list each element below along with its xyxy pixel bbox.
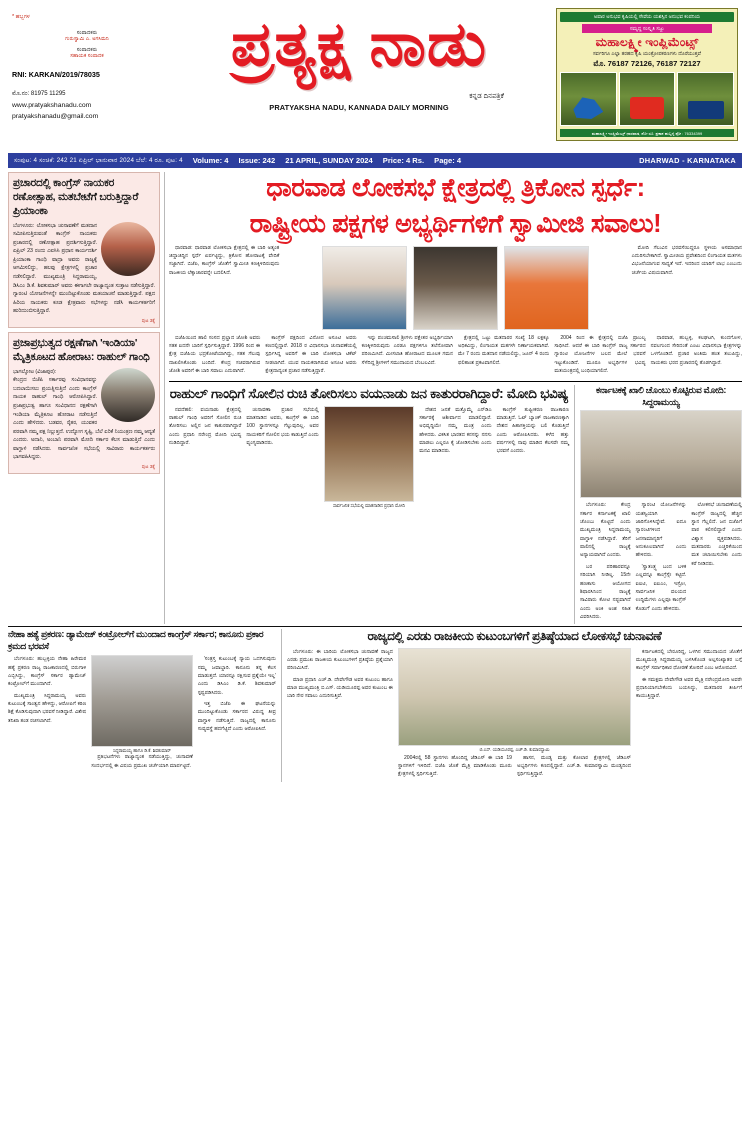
volume-kannada: ಸಂಪುಟ: 4 ಸಂಚಿಕೆ: 242 21 ಏಪ್ರಿಲ್ ಭಾನುವಾರ 2024 ಬೆಲೆ: 4 ರೂ. ಪುಟ: 4 [14,156,183,164]
lead-story[interactable] [169,172,742,378]
story-two-families[interactable] [287,629,742,781]
lead-col-7 [632,244,742,334]
rahul-photo-fill [101,368,155,422]
issue-price: Price: 4 Rs. [382,156,425,165]
wayanad-para-2: ಚುನಾವಣಾ ಪ್ರಚಾರ ಸಭೆಯಲ್ಲಿ ಮಾತನಾಡಿದ ಅವರು, ಕಾಂಗ್ರೆಸ್ ಈ ಬಾರಿ 100 ಸ್ಥಾನಗಳನ್ನೂ ಗೆಲ್ಲುವುದಿಲ್ಲ. ಅವರ ನಾಯಕರಿಗೆ ಸೋಲಿನ ಭಯ ಕಾಡುತ್ತಿದೆ ಎಂದು ವ್ಯಂಗ್ಯವಾಡಿದರು. [246,406,319,447]
sid-para-4: 'ಸ್ವಾತಂತ್ರ್ಯ ಬಂದ ಬಳಿಕ ಎಲ್ಲವನ್ನೂ ಕಾಂಗ್ರೆಸ್ಸೇ ಕಟ್ಟಿದೆ. ಐಐಟಿ, ಐಐಎಂ, ಇಸ್ರೋ, ಸಾರ್ವಜನಿಕ ವಲಯದ ಉದ್ದಿಮೆಗಳು ಎಲ್ಲವೂ ಕಾಂಗ್ರೆಸ್ ಕೊಡುಗೆ' ಎಂದು ಹೇಳಿದರು. [635,563,687,612]
sid-col-3 [691,501,742,624]
page-count: Page: 4 [434,156,462,165]
masthead-left-info [12,8,162,150]
bottom-section [0,627,750,781]
story-siddaramaiah[interactable] [580,385,742,624]
lead-para-1: ಧಾರವಾಡ: ಧಾರವಾಡ ಲೋಕಸಭಾ ಕ್ಷೇತ್ರದಲ್ಲಿ ಈ ಬಾರಿ ಅತ್ಯಂತ ಜಿದ್ದಾಜಿದ್ದಿನ ಸ್ಪರ್ಧೆ ಏರ್ಪಟ್ಟಿದ್ದು, ತ್ರಿಕೋನ ಹೋರಾಟಕ್ಕೆ ವೇದಿಕೆ ಸಜ್ಜಾಗಿದೆ. ಬಿಜೆಪಿ, ಕಾಂಗ್ರೆಸ್ ಜೊತೆಗೆ ಸ್ವಾಮೀಜಿ ಕಣಕ್ಕಿಳಿದಿರುವುದು ರಾಜಕೀಯ ಲೆಕ್ಕಾಚಾರವನ್ನೇ ಬದಲಿಸಿದೆ. [169,244,280,276]
ad-product-images [560,72,734,126]
sidebar-story2-dateline: ಭಾಗಲ್ಕೋಟ (ವಿಜಾಪುರ): [13,368,57,375]
plow-image [560,72,617,126]
sid-para-2: ಬರ ಪರಿಹಾರವನ್ನೂ ಸರಿಯಾಗಿ ನೀಡಿಲ್ಲ. 15ನೇ ಹಣಕಾಸು ಆಯೋಗದ ಶಿಫಾರಸಿನಿಂದ ರಾಜ್ಯಕ್ಕೆ ಸಾವಿರಾರು ಕೋಟಿ ನಷ್ಟವಾಗಿದೆ ಎಂದು ಅಂಕಿ ಅಂಶ ಸಹಿತ ವಿವರಿಸಿದರು. [580,563,631,620]
wayanad-para-3: ದೇಶದ ಜನತೆ ಮತ್ತೊಮ್ಮೆ ಎನ್‌ಡಿಎ ಸರ್ಕಾರಕ್ಕೆ ಆಶೀರ್ವಾದ ಮಾಡಲಿದ್ದಾರೆ. ಅಭಿವೃದ್ಧಿಯೇ ನಮ್ಮ ಮಂತ್ರ ಎಂದು ಹೇಳಿದರು. ವಿಕಸಿತ ಭಾರತದ ಕನಸನ್ನು ನನಸು ಮಾಡಲು ಎಲ್ಲರೂ ಕೈ ಜೋಡಿಸಬೇಕು ಎಂದು ಮನವಿ ಮಾಡಿದರು. [419,406,492,455]
lead-bottom-row [169,334,742,379]
damage-col-1 [8,655,86,773]
damage-photo-caption: ಸಿದ್ದರಾಮಯ್ಯ ಹಾಗೂ ಡಿ.ಕೆ. ಶಿವಕುಮಾರ್ [113,748,171,754]
sidebar-story2-page-mark[interactable]: ಪುಟ 3ಕ್ಕೆ [141,464,155,470]
rahul-gandhi-photo [101,368,155,422]
story-damage-control[interactable] [8,629,276,781]
candidate-photo-2 [413,246,498,330]
damage-headline: ನೇಹಾ ಹತ್ಯೆ ಪ್ರಕರಣ: ಡ್ಯಾಮೇಜ್ ಕಂಟ್ರೋಲ್‌ಗೆ ಮುಂದಾದ ಕಾಂಗ್ರೆಸ್ ಸರ್ಕಾರ; ಕಾನೂನು ಪ್ರಕಾರ ಕ್ರಮದ ಭರವಸೆ [8,629,264,651]
editor-label-2: ಸಂಪಾದಕರು [76,47,98,53]
masthead-advertisement[interactable] [556,8,738,141]
story-wayanad[interactable] [169,385,569,624]
families-para-1: ಬೆಂಗಳೂರು: ಈ ಬಾರಿಯ ಲೋಕಸಭಾ ಚುನಾವಣೆ ರಾಜ್ಯದ ಎರಡು ಪ್ರಮುಖ ರಾಜಕೀಯ ಕುಟುಂಬಗಳಿಗೆ ಪ್ರತಿಷ್ಠೆಯ ಪ್ರಶ್ನೆಯಾಗಿ ಪರಿಣಮಿಸಿದೆ. [287,648,393,672]
siddaramaiah-headline: ಕರ್ನಾಟಕಕ್ಕೆ ಖಾಲಿ ಚೊಂಬು ಕೊಟ್ಟಿರುವ ಮೋದಿ: ಸಿದ್ದರಾಮಯ್ಯ [595,385,727,407]
contact-website[interactable]: www.pratyakshanadu.com [12,101,92,109]
editor-credit-2 [12,47,162,60]
ad-band-mid: ಸಮೃದ್ಧ ಸಂಸ್ಕೃತಿ ಸಜ್ಜು [582,24,712,33]
volume-info-bar [8,153,742,168]
lead-headline-line2: ರಾಷ್ಟ್ರೀಯ ಪಕ್ಷಗಳ ಅಭ್ಯರ್ಥಿಗಳಿಗೆ ಸ್ವಾಮೀಜಿ ಸವಾಲು! [249,209,662,238]
wayanad-para-1: ನವದೆಹಲಿ: ವಯನಾಡು ಕ್ಷೇತ್ರದಲ್ಲಿ ರಾಹುಲ್ ಗಾಂಧಿ ಅವರಿಗೆ ಸೋಲಿನ ರುಚಿ ತೋರಿಸಲು ಅಲ್ಲಿನ ಜನ ಕಾತುರರಾಗಿದ್ದಾರೆ ಎಂದು ಪ್ರಧಾನಿ ನರೇಂದ್ರ ಮೋದಿ ಭವಿಷ್ಯ ನುಡಿದಿದ್ದಾರೆ. [169,406,242,447]
families-para-2: ಮಾಜಿ ಪ್ರಧಾನಿ ಎಚ್.ಡಿ. ದೇವೇಗೌಡ ಅವರ ಕುಟುಂಬ ಹಾಗೂ ಮಾಜಿ ಮುಖ್ಯಮಂತ್ರಿ ಬಿ.ಎಸ್. ಯಡಿಯೂರಪ್ಪ ಅವರ ಕುಟುಂಬ ಈ ಬಾರಿ ನೇರ ಸವಾಲು ಎದುರಿಸುತ್ತಿವೆ. [287,676,393,700]
mid-section [169,385,742,624]
sid-para-3: ಗ್ಯಾರಂಟಿ ಯೋಜನೆಗಳನ್ನು ಯಶಸ್ವಿಯಾಗಿ ಜಾರಿಗೊಳಿಸಿದ್ದೇವೆ. ಐದೂ ಗ್ಯಾರಂಟಿಗಳಿಂದ ಜನಸಾಮಾನ್ಯರಿಗೆ ಅನುಕೂಲವಾಗಿದೆ ಎಂದು ಹೇಳಿದರು. [635,502,687,559]
siddaramaiah-photo [580,410,742,498]
issue-label: Issue: 242 [238,156,276,165]
sidebar-story-priyanka[interactable] [8,172,160,328]
families-photo-wrap [398,648,631,782]
sid-col-2 [636,501,687,624]
contact-phone: ಮೊ.ನಂ: 81975 11295 [12,91,66,97]
priyanka-photo-fill [101,222,155,276]
lead-story-divider [169,381,742,382]
damage-body [8,655,276,773]
masthead [0,0,750,150]
bullet-text: ಹಬ್ಬಗಳ [15,14,30,20]
masthead-bullet [12,14,162,21]
candidate1-fill [323,247,406,329]
bjp-jds-fill [399,649,630,745]
bottom-divider [281,629,282,781]
modi-photo [324,406,414,502]
sidebar-story1-page-mark[interactable]: ಪುಟ 3ಕ್ಕೆ [141,317,155,323]
modi-photo-fill [325,407,413,501]
sidebar-divider [164,172,165,624]
wayanad-headline: ರಾಹುಲ್ ಗಾಂಧಿಗೆ ಸೋಲಿನ ರುಚಿ ತೋರಿಸಲು ವಯನಾಡು ಜನ ಕಾತುರರಾಗಿದ್ದಾರೆ: ಮೋದಿ ಭವಿಷ್ಯ [169,386,569,402]
candidate2-fill [414,247,497,329]
lead-para-3: ಕಾಂಗ್ರೆಸ್ ಪಕ್ಷದಿಂದ ವಿನೋದ ಅಸೂಟಿ ಅವರು ಕಣದಲ್ಲಿದ್ದಾರೆ. 2018 ರ ವಿಧಾನಸಭಾ ಚುನಾವಣೆಯಲ್ಲಿ ಸ್ಪರ್ಧಿಸಿದ್ದ ಅವರಿಗೆ ಈ ಬಾರಿ ಲೋಕಸಭಾ ಟಿಕೆಟ್ ನೀಡಲಾಗಿದೆ. ಯುವ ನಾಯಕರಾಗಿರುವ ಅಸೂಟಿ ಅವರು ಕ್ಷೇತ್ರದಾದ್ಯಂತ ಪ್ರಚಾರ ನಡೆಸುತ್ತಿದ್ದಾರೆ. [265,334,357,375]
sid-col-1 [580,501,631,624]
ad-phone: ಮೊ. 76187 72126, 76187 72127 [593,59,701,68]
families-para-4: ಹಾಸನ, ಮಂಡ್ಯ ಮತ್ತು ಕೋಲಾರ ಕ್ಷೇತ್ರಗಳಲ್ಲಿ ಜೆಡಿಎಸ್ ಅಭ್ಯರ್ಥಿಗಳು ಕಣದಲ್ಲಿದ್ದಾರೆ. ಎಚ್.ಡಿ. ಕುಮಾರಸ್ವಾಮಿ ಮಂಡ್ಯದಿಂದ ಸ್ಪರ್ಧಿಸುತ್ತಿದ್ದಾರೆ. [517,754,632,778]
lead-headline-line1: ಧಾರವಾಡ ಲೋಕಸಭೆ ಕ್ಷೇತ್ರದಲ್ಲಿ ತ್ರಿಕೋನ ಸ್ಪರ್ಧೆ: [266,174,645,202]
lead-col-8 [651,334,742,379]
families-col-3 [398,754,512,782]
lead-para-8: ಧಾರವಾಡ, ಹುಬ್ಬಳ್ಳಿ, ಕಲಘಟಗಿ, ಕುಂದಗೋಳ, ನವಲಗುಂದ ಸೇರಿದಂತೆ ಎಂಟು ವಿಧಾನಸಭಾ ಕ್ಷೇತ್ರಗಳನ್ನು ಒಳಗೊಂಡಿದೆ. ಪ್ರಚಾರ ಅಂತಿಮ ಹಂತ ತಲುಪಿದ್ದು, ನಾಯಕರು ಭರದ ಪ್ರಚಾರದಲ್ಲಿ ತೊಡಗಿದ್ದಾರೆ. [650,334,742,366]
contact-email[interactable]: pratyakshanadu@gmail.com [12,113,99,121]
lead-col-2 [169,334,260,379]
wayanad-body [169,406,569,508]
editor-credit-1 [12,30,162,43]
editor-label-1: ಸಂಪಾದಕರು [76,30,98,36]
families-headline: ರಾಜ್ಯದಲ್ಲಿ ಎರಡು ರಾಜಕೀಯ ಕುಟುಂಬಗಳಿಗೆ ಪ್ರತಿಷ್ಠೆಯಾದ ಲೋಕಸಭೆ ಚುನಾವಣೆ [367,629,662,644]
sidebar-story2-body [13,368,155,462]
damage-col-2b [91,753,193,770]
damage-para-4: ಇತ್ತ ಬಿಜೆಪಿ ಈ ಘಟನೆಯನ್ನು ಮುಂದಿಟ್ಟುಕೊಂಡು ಸರ್ಕಾರದ ವಿರುದ್ಧ ತೀವ್ರ ವಾಗ್ದಾಳಿ ನಡೆಸುತ್ತಿದೆ. ರಾಜ್ಯದಲ್ಲಿ ಕಾನೂನು ಸುವ್ಯವಸ್ಥೆ ಹದಗೆಟ್ಟಿದೆ ಎಂದು ಆರೋಪಿಸಿದೆ. [197,700,277,732]
trailer-icon [688,101,724,119]
damage-para-3: 'ಸಂತ್ರಸ್ತ ಕುಟುಂಬಕ್ಕೆ ನ್ಯಾಯ ಒದಗಿಸುವುದು ನಮ್ಮ ಜವಾಬ್ದಾರಿ. ಕಾನೂನು ತನ್ನ ಕೆಲಸ ಮಾಡುತ್ತದೆ. ಯಾರನ್ನೂ ರಕ್ಷಿಸುವ ಪ್ರಶ್ನೆಯೇ ಇಲ್ಲ' ಎಂದು ಡಿಸಿಎಂ ಡಿ.ಕೆ. ಶಿವಕುಮಾರ್ ಸ್ಪಷ್ಟಪಡಿಸಿದರು. [197,656,277,696]
wayanad-col-4 [497,406,569,508]
siddaramaiah-body [580,501,742,624]
ad-subtitle: ಸರ್ವರಿಗೂ ಎಲ್ಲಾ ತರಹದ ಕೃಷಿ ಯಂತ್ರೋಪಕರಣಗಳು ದೊರೆಯುತ್ತವೆ [593,51,701,57]
lead-col-4 [362,334,453,379]
families-col-4 [517,754,631,782]
candidate-photo-1 [322,246,407,330]
lead-para-7: ಮೋದಿ ಗೆಲುವಿನ ಭರವಸೆಯಿದ್ದರೂ ಸ್ಥಳೀಯ ಅಸಮಾಧಾನ ಎದುರಿಸಬೇಕಾಗಿದೆ. ಸ್ವಾಮೀಜಿಯ ಪ್ರವೇಶದಿಂದ ಲಿಂಗಾಯತ ಮತಗಳು ವಿಭಜನೆಯಾಗುವ ಸಾಧ್ಯತೆ ಇದೆ. ಇದರಿಂದ ಯಾರಿಗೆ ಲಾಭ ಎಂಬುದು ಚರ್ಚೆಯ ವಿಷಯವಾಗಿದೆ. [631,244,742,276]
families-col-1 [287,648,393,782]
rni-number: RNI: KARKAN/2019/78035 [12,70,100,79]
siddaramaiah-dks-photo [91,655,193,747]
families-photo-caption: ಬಿ.ಎಸ್. ಯಡಿಯೂರಪ್ಪ, ಎಚ್.ಡಿ. ಕುಮಾರಸ್ವಾಮಿ [479,746,550,752]
lead-para-2: ಬಿಜೆಪಿಯಿಂದ ಹಾಲಿ ಸಂಸದ ಪ್ರಲ್ಹಾದ ಜೋಶಿ ಅವರು ಸತತ ಐದನೇ ಬಾರಿಗೆ ಸ್ಪರ್ಧಿಸುತ್ತಿದ್ದಾರೆ. 1996 ರಿಂದ ಈ ಕ್ಷೇತ್ರ ಬಿಜೆಪಿಯ ಭದ್ರಕೋಟೆಯಾಗಿದ್ದು, ಸತತ ಗೆಲುವು ದಾಖಲಿಸಿಕೊಂಡು ಬಂದಿದೆ. ಕೇಂದ್ರ ಸಚಿವರಾಗಿರುವ ಜೋಶಿ ಅವರಿಗೆ ಈ ಬಾರಿ ಸವಾಲು ಎದುರಾಗಿದೆ. [169,334,261,375]
sid-dks-fill [92,656,192,746]
mid-divider [574,385,575,624]
families-para-6: ಈ ಸಮಕ್ಷಮ ದೇವೇಗೌಡ ಅವರ ಮೈತ್ರಿ ನರೇಂದ್ರಮೋದಿ ಅವರೇ ಪ್ರಧಾನಿಯಾಗಬೇಕೆಂದು ಬಯಸಿದ್ದು, ಮತದಾರರ ತೀರ್ಪಿಗೆ ಕಾಯುತ್ತಿದ್ದಾರೆ. [636,676,742,700]
candidate-photo-row [284,246,626,330]
editor-name-2: ಸಹಾಯಕ ಸಂಪಾದಕ [70,53,104,59]
sidebar-story2-text: ಕೇಂದ್ರದ ಬಿಜೆಪಿ ಸರ್ಕಾರವು ಸಂವಿಧಾನವನ್ನು ಬದಲಾಯಿಸಲು ಪ್ರಯತ್ನಿಸುತ್ತಿದೆ ಎಂದು ಕಾಂಗ್ರೆಸ್ ನಾಯಕ ರಾಹುಲ್ ಗಾಂಧಿ ಆರೋಪಿಸಿದ್ದಾರೆ. ಪ್ರಜಾಪ್ರಭುತ್ವ ಹಾಗೂ ಸಂವಿಧಾನದ ರಕ್ಷಣೆಗಾಗಿ ಇಂಡಿಯಾ ಮೈತ್ರಿಕೂಟ ಹೋರಾಟ ನಡೆಸುತ್ತಿದೆ ಎಂದು ಹೇಳಿದರು. ಬಡವರ, ರೈತರ, ಯುವಕರ ಪರವಾಗಿ ನಮ್ಮ ಪಕ್ಷ ನಿಲ್ಲುತ್ತದೆ. ಉದ್ಯೋಗ ಸೃಷ್ಟಿ, ಬೆಲೆ ಏರಿಕೆ ನಿಯಂತ್ರಣ ನಮ್ಮ ಆದ್ಯತೆ ಎಂದರು. ಅದಾನಿ, ಅಂಬಾನಿ ಪರವಾಗಿ ಮೋದಿ ಸರ್ಕಾರ ಕೆಲಸ ಮಾಡುತ್ತಿದೆ ಎಂದು ವಾಗ್ದಾಳಿ ನಡೆಸಿದರು. ಸಾರ್ವಜನಿಕ ಸಭೆಯಲ್ಲಿ ಸಾವಿರಾರು ಕಾರ್ಯಕರ್ತರು ಭಾಗವಹಿಸಿದ್ದರು. [13,377,155,461]
lead-para-5: ಕ್ಷೇತ್ರದಲ್ಲಿ ಒಟ್ಟು ಮತದಾರರ ಸಂಖ್ಯೆ 18 ಲಕ್ಷಕ್ಕೂ ಅಧಿಕವಿದ್ದು, ಲಿಂಗಾಯತ ಮತಗಳೇ ನಿರ್ಣಾಯಕವಾಗಿವೆ. ಮೇ 7 ರಂದು ಮತದಾನ ನಡೆಯಲಿದ್ದು, ಜೂನ್ 4 ರಂದು ಫಲಿತಾಂಶ ಪ್ರಕಟವಾಗಲಿದೆ. [457,334,550,366]
masthead-center [162,8,556,150]
bullet-dot: * [12,14,15,20]
wayanad-photo-wrap [324,406,414,508]
editor-name-1: ಗುರುಸ್ವಾಮಿ ಎ. ಅಗಸಿಮನಿ [65,36,109,42]
siddaramaiah-photo-fill [581,411,741,497]
newspaper-logo: ಪ್ರತ್ಯಕ್ಷ ನಾಡು [230,10,488,79]
ad-band-top: ಅಪಾರ ಅನುಭವ ಕೃಷಿಯಲ್ಲಿ ಸೇವೆಯ ಯಶಸ್ಸಿನ ಅನುಭವ ಕಂಪನಿಯ [560,12,734,22]
sidebar-story1-headline: ಪ್ರಚಾರದಲ್ಲಿ ಕಾಂಗ್ರೆಸ್ ನಾಯಕರ ರಣೋತ್ಸಾಹ, ಮತಬೇಟೆಗೆ ಬರುತ್ತಿದ್ದಾರೆ ಪ್ರಿಯಾಂಕಾ [13,177,139,217]
trailer-image [677,72,734,126]
volume-label: Volume: 4 [192,156,229,165]
rotavator-icon [630,97,664,119]
families-under-photo [398,754,631,782]
damage-para-1: ಬೆಂಗಳೂರು: ಹುಬ್ಬಳ್ಳಿಯ ನೇಹಾ ಹಿರೇಮಠ ಹತ್ಯೆ ಪ್ರಕರಣ ರಾಜ್ಯ ರಾಜಕಾರಣದಲ್ಲಿ ಬಿರುಗಾಳಿ ಎಬ್ಬಿಸಿದ್ದು, ಕಾಂಗ್ರೆಸ್ ಸರ್ಕಾರ ಡ್ಯಾಮೇಜ್ ಕಂಟ್ರೋಲ್‌ಗೆ ಮುಂದಾಗಿದೆ. [8,656,87,688]
ad-title: ಮಹಾಲಕ್ಷ್ಮೀ ಇಂಪ್ಲಿಮೆಂಟ್ಸ್ [595,35,699,49]
sidebar-story-rahul[interactable] [8,332,160,474]
lead-top-row [169,244,742,334]
candidate3-fill [505,247,588,329]
sid-para-5: ಲೋಕಸಭೆ ಚುನಾವಣೆಯಲ್ಲಿ ಕಾಂಗ್ರೆಸ್ ರಾಜ್ಯದಲ್ಲಿ ಹೆಚ್ಚಿನ ಸ್ಥಾನ ಗೆಲ್ಲಲಿದೆ. ಜನ ಬಿಜೆಪಿಗೆ ಪಾಠ ಕಲಿಸಲಿದ್ದಾರೆ ಎಂದು ವಿಶ್ವಾಸ ವ್ಯಕ್ತಪಡಿಸಿದರು. ಮತದಾರರು ಎಚ್ಚರಿಕೆಯಿಂದ ಮತ ಚಲಾಯಿಸಬೇಕು ಎಂದು ಕರೆ ನೀಡಿದರು. [691,502,743,567]
wayanad-para-4: ಕಾಂಗ್ರೆಸ್ ತುಷ್ಟೀಕರಣ ರಾಜಕಾರಣ ಮಾಡುತ್ತಿದೆ. ಓಟ್ ಬ್ಯಾಂಕ್ ರಾಜಕಾರಣಕ್ಕಾಗಿ ದೇಶದ ಹಿತಾಸಕ್ತಿಯನ್ನು ಬಲಿ ಕೊಡುತ್ತಿದೆ ಎಂದು ಆರೋಪಿಸಿದರು. ಕಳೆದ ಹತ್ತು ವರ್ಷಗಳಲ್ಲಿ ನಾವು ಮಾಡಿದ ಕೆಲಸವೇ ನಮ್ಮ ಭರವಸೆ ಎಂದರು. [496,406,569,455]
contact-block [12,89,162,123]
tagline-kannada: ಕನ್ನಡ ದಿನಪತ್ರಿಕೆ [469,93,504,101]
ad-footer: ಮಹಾಲಕ್ಷ್ಮೀ ಇಂಪ್ಲಿಮೆಂಟ್ಸ್ ಧಾರವಾಡ, ಶೋ ರೂ. ಪ್ರಕಾಶ ಹುಬ್ಬಳ್ಳಿ ಫೋ : 76334399 [560,129,734,137]
sid-para-1: ಬೆಂಗಳೂರು: ಕೇಂದ್ರ ಸರ್ಕಾರ ಕರ್ನಾಟಕಕ್ಕೆ ಖಾಲಿ ಚೊಂಬು ಕೊಟ್ಟಿದೆ ಎಂದು ಮುಖ್ಯಮಂತ್ರಿ ಸಿದ್ದರಾಮಯ್ಯ ವಾಗ್ದಾಳಿ ನಡೆಸಿದ್ದಾರೆ. ತೆರಿಗೆ ಪಾಲಿನಲ್ಲಿ ರಾಜ್ಯಕ್ಕೆ ಅನ್ಯಾಯವಾಗಿದೆ ಎಂದರು. [580,502,631,559]
damage-para-2: ಮುಖ್ಯಮಂತ್ರಿ ಸಿದ್ದರಾಮಯ್ಯ ಅವರು ಕುಟುಂಬಕ್ಕೆ ಸಾಂತ್ವನ ಹೇಳಿದ್ದು, ಆರೋಪಿಗೆ ಕಠಿಣ ಶಿಕ್ಷೆ ಕೊಡಿಸುವುದಾಗಿ ಭರವಸೆ ನೀಡಿದ್ದಾರೆ. ವಿಶೇಷ ತನಿಖಾ ತಂಡ ರಚಿಸಲಾಗಿದೆ. [8,692,87,724]
lead-col-1 [169,244,279,334]
lead-para-4: ಇನ್ನು ಪಂಚಮಸಾಲಿ ಶ್ರೀಗಳು ಪಕ್ಷೇತರ ಅಭ್ಯರ್ಥಿಯಾಗಿ ಕಣಕ್ಕಿಳಿದಿರುವುದು ಎರಡೂ ಪಕ್ಷಗಳಿಗೂ ತಲೆನೋವಾಗಿ ಪರಿಣಮಿಸಿದೆ. ಮೀಸಲಾತಿ ಹೋರಾಟದ ಮೂಲಕ ಗಮನ ಸೆಳೆದಿದ್ದ ಶ್ರೀಗಳಿಗೆ ಸಮುದಾಯದ ಬೆಂಬಲವಿದೆ. [361,334,453,366]
wayanad-col-2 [246,406,318,508]
lead-col-3 [265,334,356,379]
families-para-3: 2004ರಲ್ಲಿ 58 ಸ್ಥಾನಗಳು ಹೊಂದಿದ್ದ ಜೆಡಿಎಸ್ ಈ ಬಾರಿ 19 ಸ್ಥಾನಗಳಿಗೆ ಇಳಿದಿದೆ. ಬಿಜೆಪಿ ಜೊತೆ ಮೈತ್ರಿ ಮಾಡಿಕೊಂಡು ಮೂರು ಕ್ಷೇತ್ರಗಳಲ್ಲಿ ಸ್ಪರ್ಧಿಸುತ್ತಿದೆ. [397,754,512,778]
publication-place: DHARWAD - KARNATAKA [639,156,736,165]
lead-col-6 [554,334,645,379]
lead-photo-row-wrap [284,244,626,334]
families-col-5 [636,648,742,782]
issue-date: 21 APRIL, SUNDAY 2024 [285,156,373,165]
left-sidebar [8,172,160,624]
families-para-5: ಕರ್ನಾಟಕದಲ್ಲಿ ಬೇರೂರಿದ್ದ, ಒಳಗಿನ ಸಮುದಾಯದ ಜೊತೆಗೆ ಮುಖ್ಯಮಂತ್ರಿ ಸಿದ್ದರಾಮಯ್ಯ ಬಳಸಿಕೊಂಡ ಅಲ್ಪಸಂಖ್ಯಾತರ ಬಗ್ಗೆ ಕಾಂಗ್ರೆಸ್ ಸರ್ವಾಧಿಕಾರ ಧೋರಣೆ ತೋರಿದೆ ಎಂಬ ಆರೋಪವಿದೆ. [636,648,742,672]
plow-icon [573,95,603,119]
damage-col-3 [198,655,276,773]
sidebar-story2-headline: ಪ್ರಜಾಪ್ರಭುತ್ವದ ರಕ್ಷಣೆಗಾಗಿ 'ಇಂಡಿಯಾ' ಮೈತ್ರಿಕೂಟದ ಹೋರಾಟ: ರಾಹುಲ್ ಗಾಂಧಿ [13,336,150,363]
damage-para-5: ಪ್ರತಿಭಟನೆಗಳು ರಾಜ್ಯಾದ್ಯಂತ ನಡೆಯುತ್ತಿದ್ದು, ಚುನಾವಣೆ ಸಂದರ್ಭದಲ್ಲಿ ಈ ವಿಷಯ ಪ್ರಮುಖ ಚರ್ಚೆಯಾಗಿ ಮಾರ್ಪಟ್ಟಿದೆ. [91,754,193,769]
rotavator-image [619,72,676,126]
tagline-english: PRATYAKSHA NADU, KANNADA DAILY MORNING [269,103,449,113]
main-content [0,168,750,624]
lead-col-5 [458,334,549,379]
sidebar-story1-text: ಬೆಂಗಳೂರು: ಲೋಕಸಭಾ ಚುನಾವಣೆಗೆ ಮತದಾನ ಸಮೀಪಿಸುತ್ತಿರುವಂತೆ ಕಾಂಗ್ರೆಸ್ ನಾಯಕರು ಪ್ರಚಾರದಲ್ಲಿ ರಣೋತ್ಸಾಹ ಪ್ರದರ್ಶಿಸುತ್ತಿದ್ದಾರೆ. ಏಪ್ರಿಲ್ 23 ರಂದು ಎಐಸಿಸಿ ಪ್ರಧಾನ ಕಾರ್ಯದರ್ಶಿ ಪ್ರಿಯಾಂಕಾ ಗಾಂಧಿ ವಾದ್ರಾ ಅವರು ರಾಜ್ಯಕ್ಕೆ ಆಗಮಿಸಲಿದ್ದು, ಹಲವು ಕ್ಷೇತ್ರಗಳಲ್ಲಿ ಪ್ರಚಾರ ನಡೆಸಲಿದ್ದಾರೆ. ಮುಖ್ಯಮಂತ್ರಿ ಸಿದ್ದರಾಮಯ್ಯ, ಡಿಸಿಎಂ ಡಿ.ಕೆ. ಶಿವಕುಮಾರ್ ಅವರು ಈಗಾಗಲೇ ರಾಜ್ಯಾದ್ಯಂತ ಸುತ್ತಾಟ ನಡೆಸುತ್ತಿದ್ದಾರೆ. ಗ್ಯಾರಂಟಿ ಯೋಜನೆಗಳನ್ನೇ ಮುಂದಿಟ್ಟುಕೊಂಡು ಮತಯಾಚನೆ ಮಾಡುತ್ತಿದ್ದಾರೆ. ಪಕ್ಷದ ಹಿರಿಯ ನಾಯಕರು ಕೂಡ ಕ್ಷೇತ್ರವಾರು ಸಭೆಗಳನ್ನು ನಡೆಸಿ ಕಾರ್ಯಕರ್ತರಿಗೆ ಹುರಿದುಂಬಿಸುತ್ತಿದ್ದಾರೆ. [13,222,155,315]
modi-photo-caption: ಸಾರ್ವಜನಿಕ ಸಭೆಯಲ್ಲಿ ಮಾತನಾಡಿದ ಪ್ರಧಾನಿ ಮೋದಿ [332,502,405,508]
priyanka-gandhi-photo [101,222,155,276]
sidebar-story1-body [13,222,155,316]
wayanad-col-1 [169,406,241,508]
main-column [169,172,742,624]
families-body [287,648,742,782]
candidate-photo-3 [504,246,589,330]
bjp-jds-photo [398,648,631,746]
damage-photo-wrap [91,655,193,773]
lead-para-6: 2004 ರಿಂದ ಈ ಕ್ಷೇತ್ರದಲ್ಲಿ ಬಿಜೆಪಿ ಪ್ರಾಬಲ್ಯ ಸಾಧಿಸಿದೆ. ಆದರೆ ಈ ಬಾರಿ ಕಾಂಗ್ರೆಸ್ ರಾಜ್ಯ ಸರ್ಕಾರದ ಗ್ಯಾರಂಟಿ ಯೋಜನೆಗಳ ಬಲದ ಮೇಲೆ ಭರವಸೆ ಇಟ್ಟುಕೊಂಡಿದೆ. ಮೂರೂ ಅಭ್ಯರ್ಥಿಗಳ ಭವಿಷ್ಯ ಮತಯಂತ್ರದಲ್ಲಿ ಬಂಧಿಯಾಗಲಿದೆ. [554,334,646,375]
wayanad-col-3 [419,406,491,508]
